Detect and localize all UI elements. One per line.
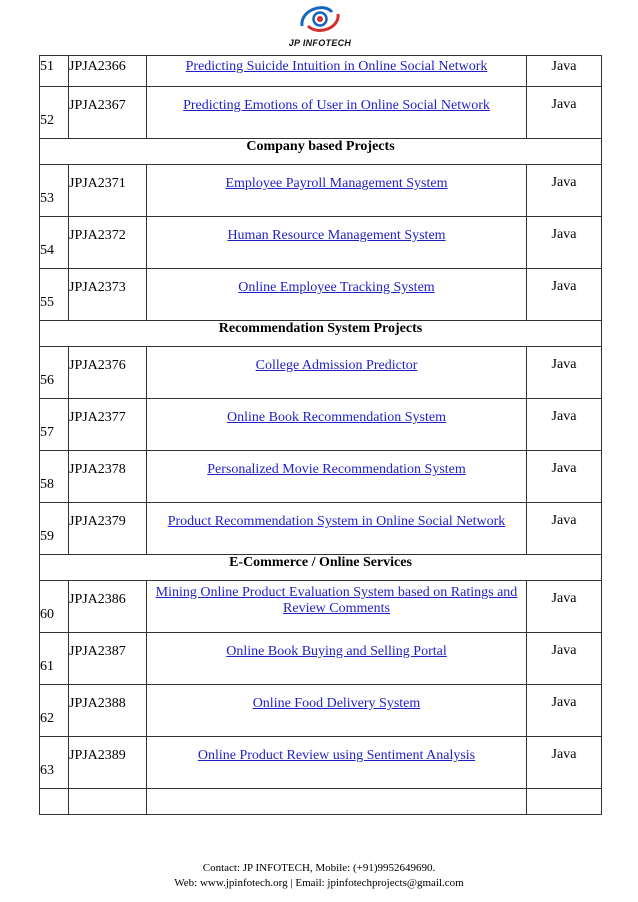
project-title-cell [147,347,527,399]
technology: Java [527,217,602,269]
project-code: JPJA2378 [69,451,147,503]
project-title-cell [147,87,527,139]
section-row [40,139,602,165]
blank-cell [147,789,527,815]
table-row [40,633,602,685]
table-row [40,399,602,451]
table-row [40,737,602,789]
project-title-link[interactable]: Online Food Delivery System [252,696,421,711]
table-row [40,269,602,321]
table-row [40,87,602,139]
project-table [39,55,602,815]
table-row [40,685,602,737]
table-row [40,347,602,399]
row-number: 63 [40,737,69,789]
table-row [40,165,602,217]
technology: Java [527,633,602,685]
project-title-link[interactable]: Employee Payroll Management System [225,176,448,191]
project-title-cell [147,399,527,451]
technology: Java [527,56,602,87]
project-title-link[interactable]: Online Employee Tracking System [238,280,435,295]
project-code: JPJA2376 [69,347,147,399]
project-code: JPJA2377 [69,399,147,451]
project-title-link[interactable]: Online Book Buying and Selling Portal [226,644,447,659]
table-row [40,56,602,87]
row-number: 54 [40,217,69,269]
project-code: JPJA2386 [69,581,147,633]
project-title-link[interactable]: Human Resource Management System [227,228,446,243]
section-heading: Recommendation System Projects [40,321,602,347]
table-row [40,217,602,269]
table-row [40,581,602,633]
project-code: JPJA2371 [69,165,147,217]
footer-web: Web: www.jpinfotech.org | Email: jpinfotechprojects@gmail.com [174,877,464,889]
blank-cell [69,789,147,815]
section-heading: Company based Projects [40,139,602,165]
technology: Java [527,737,602,789]
technology: Java [527,685,602,737]
project-title-cell [147,451,527,503]
footer-contact: Contact: JP INFOTECH, Mobile: (+91)9952649690. [202,862,436,874]
project-title-link[interactable]: Online Product Review using Sentiment Analysis [197,748,476,763]
row-number: 61 [40,633,69,685]
project-title-cell [147,581,527,633]
section-row [40,555,602,581]
row-number: 62 [40,685,69,737]
project-title-cell [147,737,527,789]
blank-cell [527,789,602,815]
project-title-cell [147,56,527,87]
empty-row [40,789,602,815]
row-number: 51 [40,56,69,87]
technology: Java [527,347,602,399]
project-title-cell [147,165,527,217]
technology: Java [527,503,602,555]
project-code: JPJA2379 [69,503,147,555]
technology: Java [527,581,602,633]
row-number: 56 [40,347,69,399]
project-title-cell [147,633,527,685]
logo-text: JP INFOTECH [288,38,352,48]
row-number: 52 [40,87,69,139]
project-title-cell [147,269,527,321]
project-title-cell [147,217,527,269]
technology: Java [527,269,602,321]
project-title-cell [147,685,527,737]
project-title-link[interactable]: Product Recommendation System in Online Social Network [167,514,506,529]
row-number: 58 [40,451,69,503]
technology: Java [527,451,602,503]
technology: Java [527,165,602,217]
section-heading: E-Commerce / Online Services [40,555,602,581]
project-code: JPJA2373 [69,269,147,321]
technology: Java [527,87,602,139]
row-number: 57 [40,399,69,451]
project-code: JPJA2372 [69,217,147,269]
project-code: JPJA2388 [69,685,147,737]
project-title-link[interactable]: Online Book Recommendation System [227,410,446,425]
technology: Java [527,399,602,451]
project-title-link[interactable]: Predicting Emotions of User in Online Social Network [183,98,490,113]
blank-cell [40,789,69,815]
project-code: JPJA2389 [69,737,147,789]
project-title-cell [147,503,527,555]
project-code: JPJA2367 [69,87,147,139]
row-number: 55 [40,269,69,321]
project-code: JPJA2387 [69,633,147,685]
table-row [40,451,602,503]
company-logo [280,0,360,52]
project-title-link[interactable]: College Admission Predictor [255,358,418,373]
project-title-link[interactable]: Personalized Movie Recommendation System [207,462,466,477]
project-code: JPJA2366 [69,56,147,87]
row-number: 53 [40,165,69,217]
row-number: 60 [40,581,69,633]
project-title-link[interactable]: Mining Online Product Evaluation System based on Ratings and Review Comments [155,585,518,616]
table-row [40,503,602,555]
section-row [40,321,602,347]
logo-swirl-icon [280,0,360,40]
row-number: 59 [40,503,69,555]
project-title-link[interactable]: Predicting Suicide Intuition in Online Social Network [185,59,488,74]
